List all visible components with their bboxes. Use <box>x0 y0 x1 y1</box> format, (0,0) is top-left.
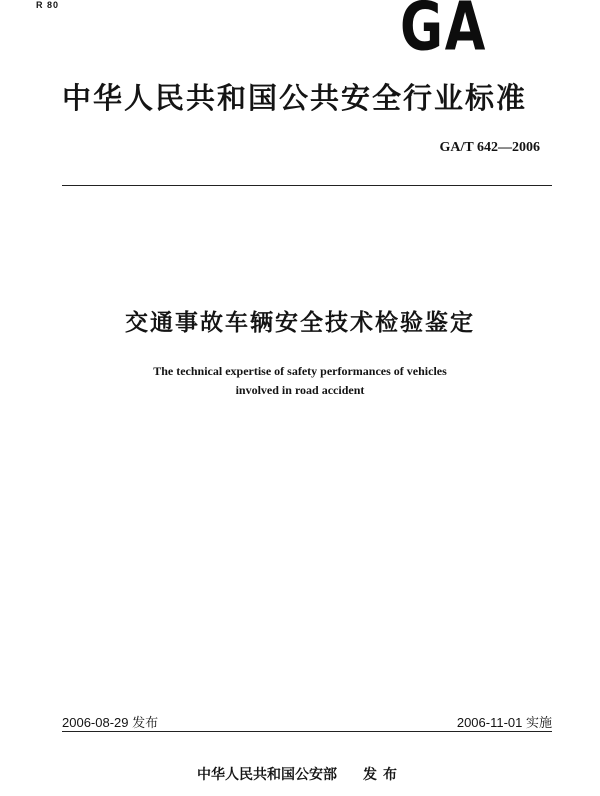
issuer-line <box>0 764 600 784</box>
footer-divider <box>62 731 552 732</box>
issue-date: 2006-08-29 发布 <box>62 715 159 730</box>
document-title-chinese: 交通事故车辆安全技术检验鉴定 <box>125 310 475 336</box>
document-title-english <box>0 362 600 400</box>
english-title-line-1: The technical expertise of safety performances of vehicles <box>153 364 447 378</box>
english-title-line-2: involved in road accident <box>235 383 365 397</box>
standard-number: GA/T 642—2006 <box>439 140 540 155</box>
implementation-date: 2006-11-01 实施 <box>456 715 552 730</box>
issuer-verb: 发布 <box>363 767 403 783</box>
issuer-name: 中华人民共和国公安部 <box>197 767 337 783</box>
standard-type-heading: 中华人民共和国公共安全行业标准 <box>62 81 528 115</box>
ga-logo: GA <box>400 0 487 67</box>
header-divider <box>62 185 552 186</box>
ics-code: R 80 <box>36 0 60 10</box>
